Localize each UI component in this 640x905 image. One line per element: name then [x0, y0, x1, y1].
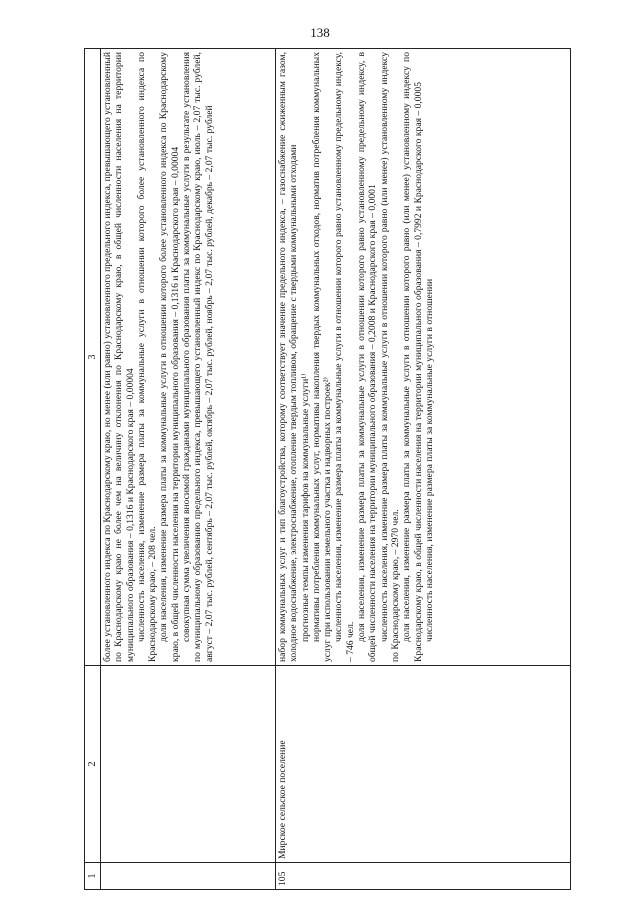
- table-row-continuation: [101, 49, 276, 890]
- row-description-cell: [276, 49, 571, 666]
- row-text-line: доля населения, изменение размера платы за коммунальные услуги в отношении которого равно (или менее) установленному индексу по Краснодарскому краю, в общей численности населения на территории муниципального образования – 0,7992 и Краснодарского края – 0,0005: [401, 52, 424, 662]
- row-text-line: доля населения, изменение размера платы за коммунальные услуги в отношении которого более установленного индекса по Краснодарскому краю, в общей численности населения на территории муниципального образования – 0,1316 и Краснодарского края – 0,00004: [158, 52, 181, 662]
- header-col-1: 1: [85, 863, 101, 890]
- row-text-line: более установленного индекса по Краснодарскому краю, но менее (или равно) установленного предельного индекса, превышающего установленный по Краснодарскому краю не более чем на величину отклонения по Краснодарскому краю, в общей численности населения на территории муниципального образования – 0,1316 и Краснодарского края – 0,00004: [102, 52, 136, 662]
- header-col-2: 2: [85, 666, 101, 863]
- row-text-line: численность населения, изменение размера платы за коммунальные услуги в отношении которого равно установленному предельному индексу, – 746 чел.: [333, 52, 356, 662]
- header-col-3: 3: [85, 49, 101, 666]
- row-text-line: численность населения, изменение размера платы за коммунальные услуги в отношении: [423, 278, 435, 642]
- rotated-table-container: [84, 52, 571, 890]
- row-text-line: доля населения, изменение размера платы за коммунальные услуги в отношении которого равно установленному предельному индексу, в общей численности населения на территории муниципального образования – 0,2008 и Краснодарского края – 0,0001: [356, 52, 379, 662]
- page-number: 138: [310, 25, 330, 40]
- row-number-cell: 105: [276, 863, 571, 890]
- row-text-line: нормативы потребления коммунальных услуг, нормативы накопления твердых коммунальных отходов, норматив потребления коммунальных услуг при использовании земельного участка и надворных построек²⁾: [310, 52, 334, 662]
- row-text-line: численность населения, изменение размера платы за коммунальные услуги в отношении которого более установленного индекса по Краснодарскому краю, – 208 чел.: [135, 52, 159, 662]
- table-row-105: [276, 49, 571, 890]
- row-text-line: прогнозные темпы изменения тарифов на коммунальные услуги¹⁾: [299, 373, 311, 642]
- header-row: [85, 49, 101, 890]
- row-description-cell: [101, 49, 276, 666]
- row-number-cell: [101, 863, 276, 890]
- settlement-name-cell: Мирское сельское поселение: [276, 666, 571, 863]
- row-text-line: численность населения, изменение размера платы за коммунальные услуги в отношении которого равно (или менее) установленному индексу по Краснодарскому краю, – 2970 чел.: [378, 52, 401, 662]
- row-text-line: набор коммунальных услуг и тип благоустройства, которому соответствует значение предельного индекса, – газоснабжение сжиженным газом, холодное водоснабжение, электроснабжение, отопление твердым топливом, обращение с твердыми коммунальными отходами: [277, 52, 300, 662]
- settlement-name-cell: [101, 666, 276, 863]
- document-table: [84, 48, 571, 890]
- row-text-line: совокупная сумма увеличения вносимой гражданами муниципального образования платы за коммунальные услуги в результате установления по муниципальному образованию предельного индекса, превышающего установленный индекс по Краснодарскому краю, июль – 2,07 тыс. рублей, август – 2,07 тыс. рублей, сентябрь – 2,07 тыс. рублей, октябрь – 2,07 тыс. рублей, ноябрь – 2,07 тыс. рублей, декабрь – 2,07 тыс. рублей: [181, 52, 215, 662]
